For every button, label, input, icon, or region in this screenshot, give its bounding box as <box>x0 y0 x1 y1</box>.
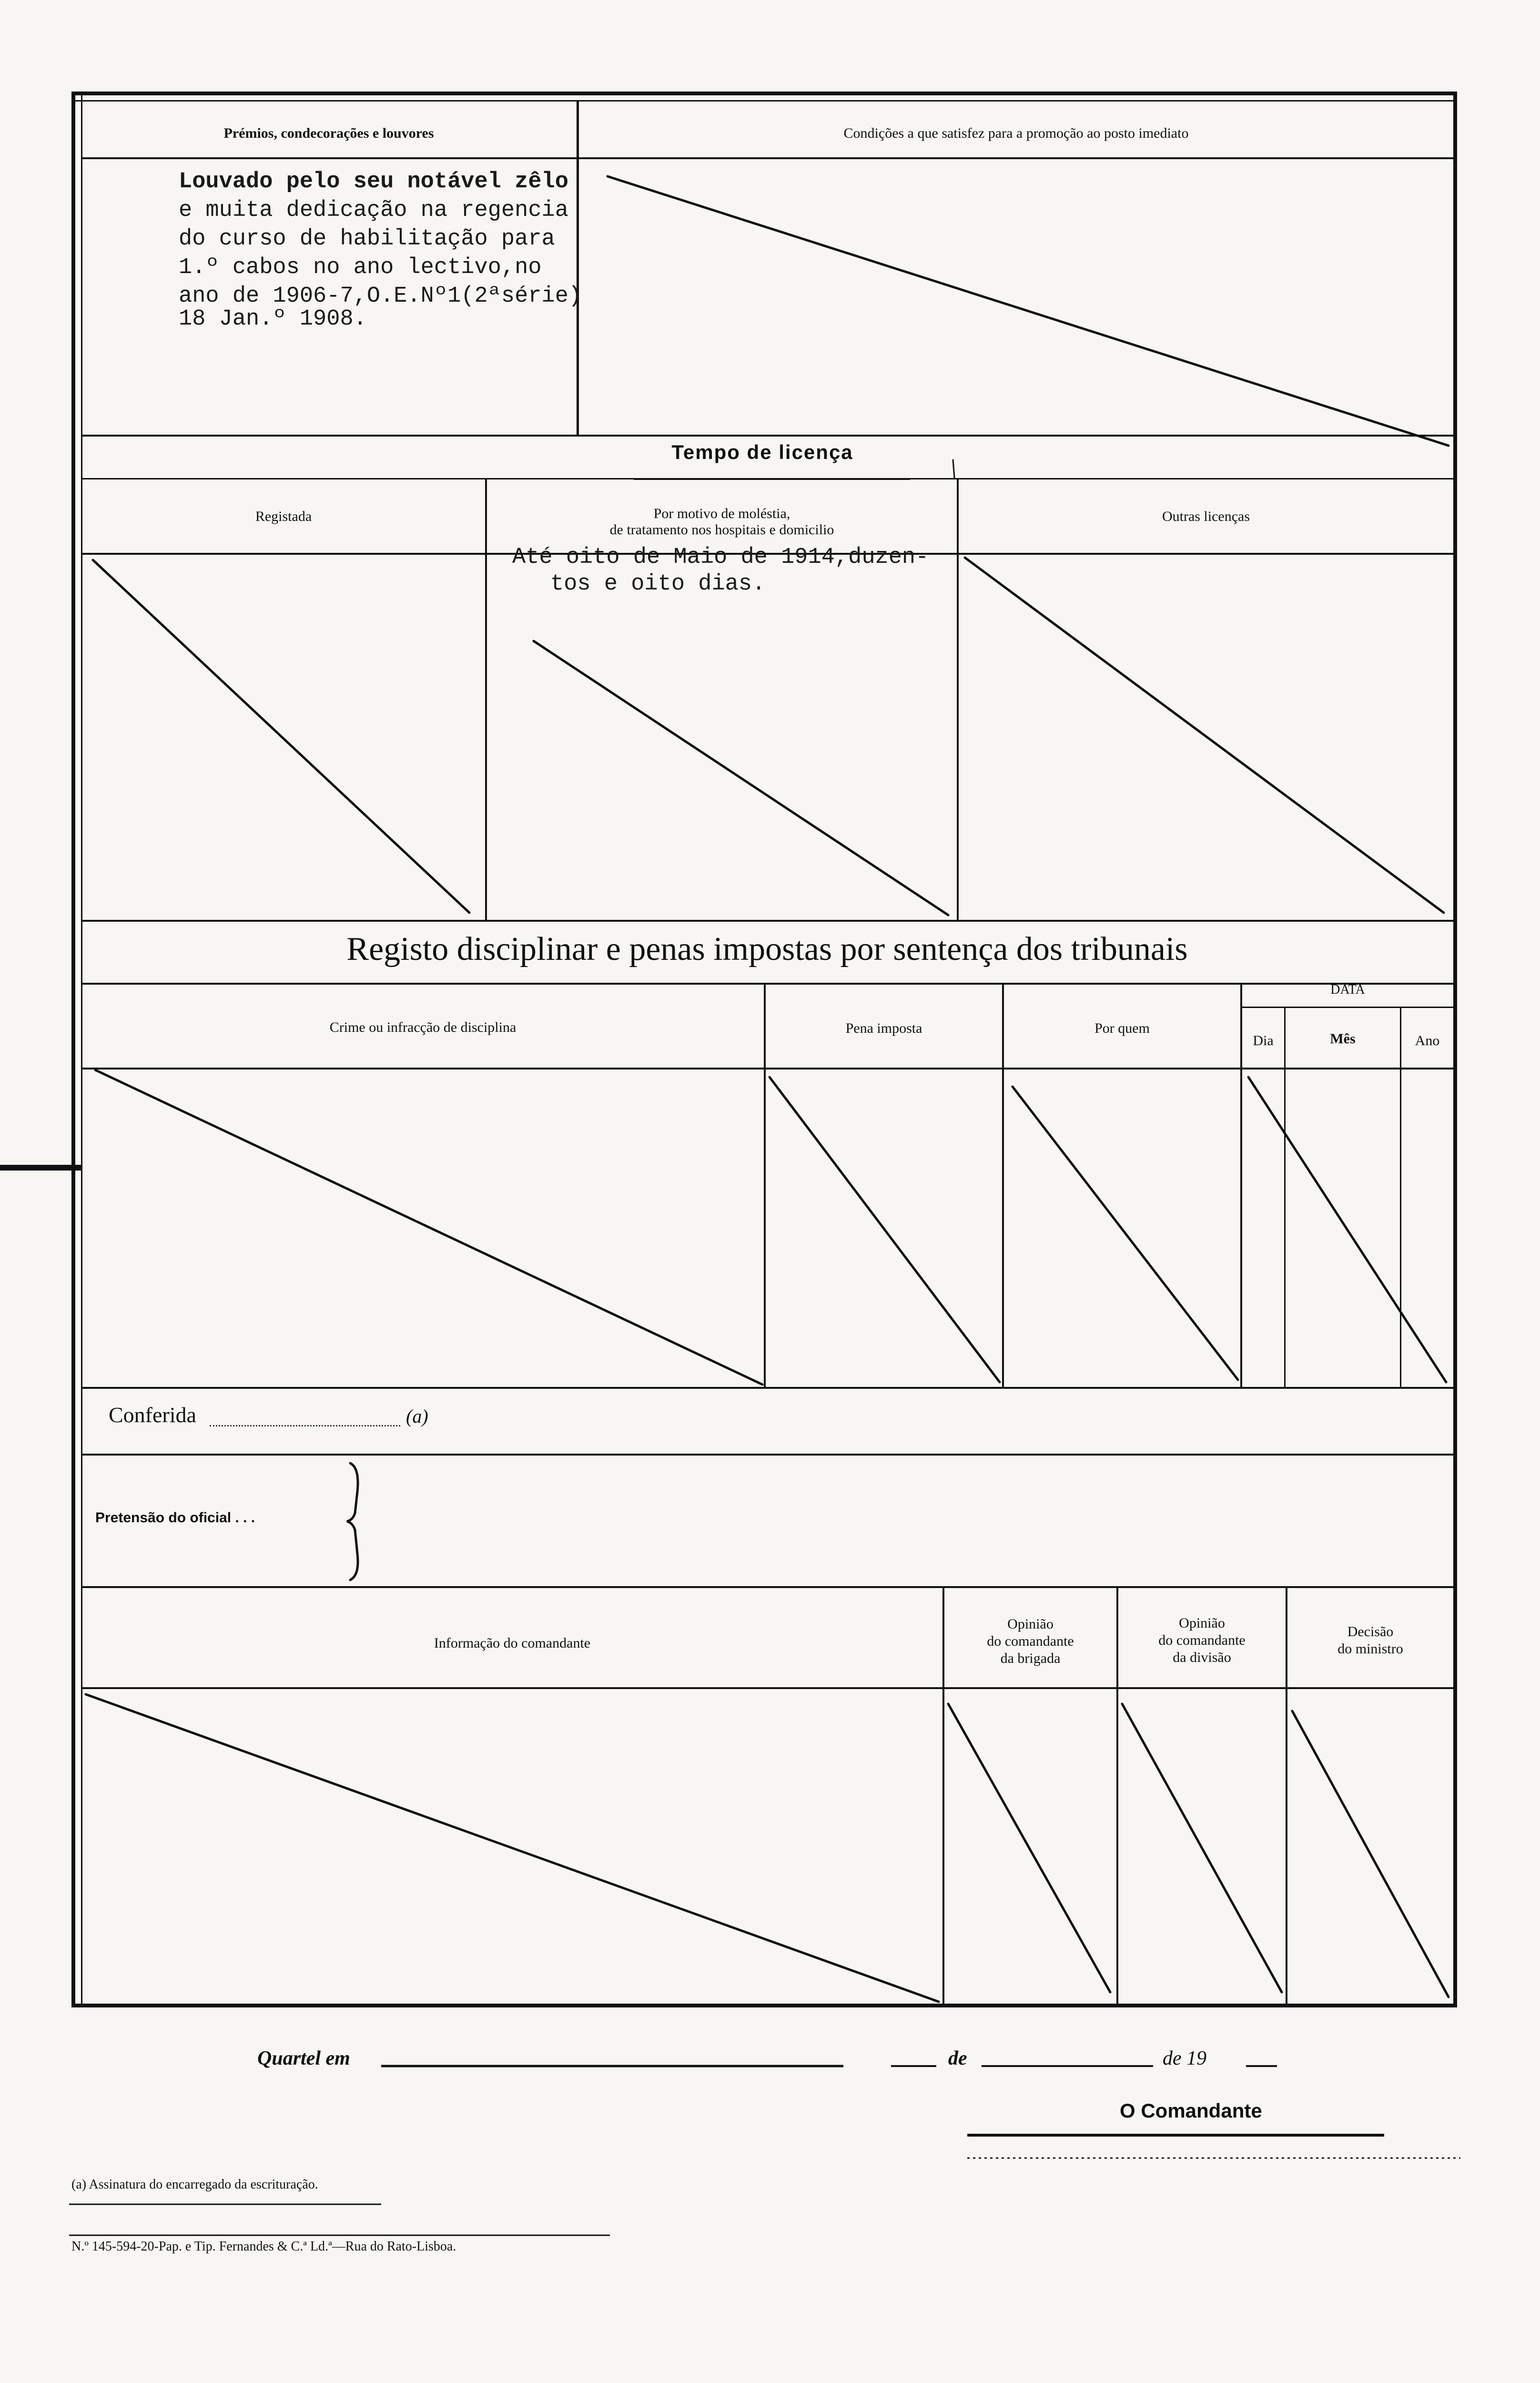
molestia-entry-line2: tos e oito dias. <box>550 571 766 597</box>
strike-condicoes <box>608 176 1449 446</box>
strike-molestia <box>534 641 948 915</box>
col-pena: Pena imposta <box>845 1020 922 1036</box>
de-label: de <box>948 2047 967 2069</box>
col-divisao-line2: do comandante <box>1158 1632 1246 1648</box>
col-decisao-line1: Decisão <box>1347 1624 1394 1640</box>
col-data: DATA <box>1330 982 1365 997</box>
col-mes: Mês <box>1330 1031 1356 1047</box>
strike-divisao <box>1122 1704 1282 1992</box>
strike-outras <box>965 558 1444 913</box>
footnote: (a) Assinatura do encarregado da escrituração. <box>71 2177 318 2192</box>
condicoes-header: Condições a que satisfez para a promoção ao posto imediato <box>843 125 1189 141</box>
strike-crime <box>95 1070 762 1385</box>
strike-registada <box>93 560 469 913</box>
col-brigada-line3: da brigada <box>1000 1650 1061 1666</box>
molestia-entry-line1: Até oito de Maio de 1914,duzen- <box>512 545 929 570</box>
col-informacao: Informação do comandante <box>434 1635 591 1651</box>
strike-decisao <box>1292 1711 1449 1997</box>
strike-data <box>1248 1077 1446 1382</box>
col-molestia-line2: de tratamento nos hospitais e domicilio <box>609 522 834 538</box>
pretensao-brace <box>347 1463 358 1580</box>
de19-label: de 19 <box>1163 2047 1207 2069</box>
typed-line: Louvado pelo seu notável zêlo <box>179 169 568 194</box>
strike-brigada <box>948 1704 1110 1992</box>
col-quem: Por quem <box>1094 1020 1150 1036</box>
col-decisao-line2: do ministro <box>1337 1641 1403 1657</box>
col-crime: Crime ou infracção de disciplina <box>329 1019 517 1035</box>
col-molestia-line1: Por motivo de moléstia, <box>653 506 790 521</box>
strike-quem <box>1013 1087 1238 1380</box>
typed-line: do curso de habilitação para <box>179 226 555 252</box>
conferida-label: Conferida <box>109 1403 196 1427</box>
typed-line: 18 Jan.º 1908. <box>179 306 367 332</box>
typed-line: e muita dedicação na regencia <box>179 198 568 223</box>
disciplinar-title: Registo disciplinar e penas impostas por sentença dos tribunais <box>346 931 1188 967</box>
pretensao-label: Pretensão do oficial . . . <box>95 1510 255 1526</box>
licenca-brace-mark <box>953 460 954 478</box>
typed-line: ano de 1906-7,O.E.Nº1(2ªsérie) <box>179 284 582 309</box>
col-brigada-line2: do comandante <box>987 1633 1074 1649</box>
quartel-label: Quartel em <box>257 2047 350 2069</box>
col-outras: Outras licenças <box>1162 509 1250 524</box>
comandante-label: O Comandante <box>1120 2099 1262 2122</box>
col-ano: Ano <box>1415 1033 1440 1049</box>
strike-pena <box>770 1077 1000 1382</box>
strike-informacao <box>86 1694 939 2002</box>
col-divisao-line1: Opinião <box>1179 1615 1225 1631</box>
premios-header: Prémios, condecorações e louvores <box>223 125 434 141</box>
printer-imprint: N.º 145-594-20-Pap. e Tip. Fernandes & C.ª Ld.ª—Rua do Rato-Lisboa. <box>71 2239 456 2254</box>
col-divisao-line3: da divisão <box>1173 1650 1231 1665</box>
typed-line: 1.º cabos no ano lectivo,no <box>179 255 542 280</box>
col-registada: Registada <box>255 509 312 524</box>
col-dia: Dia <box>1253 1033 1274 1049</box>
col-brigada-line1: Opinião <box>1007 1616 1054 1632</box>
conferida-note: (a) <box>406 1405 428 1427</box>
licenca-title: Tempo de licença <box>671 441 853 463</box>
